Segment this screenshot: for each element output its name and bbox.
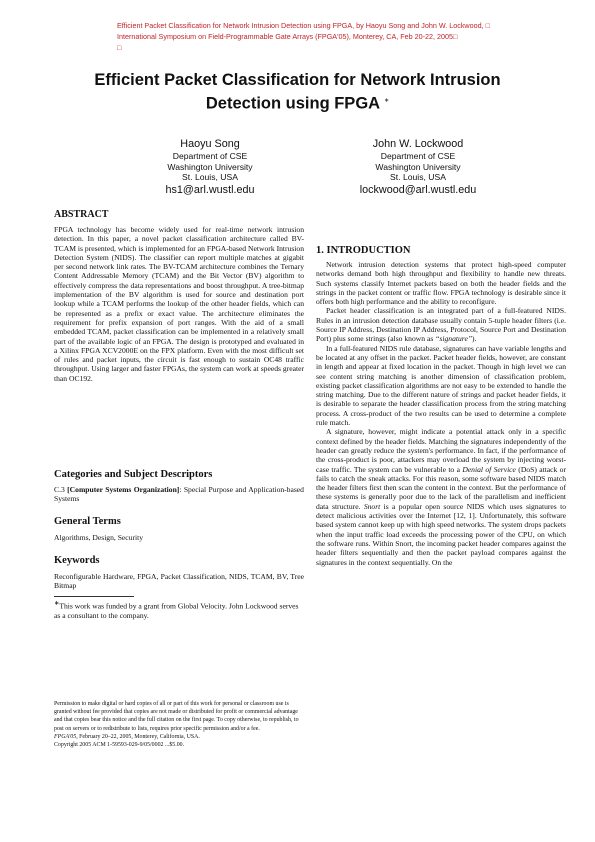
intro-snort-term: Snort	[363, 501, 381, 511]
intro-body	[316, 260, 566, 567]
author-univ: Washington University	[167, 161, 253, 172]
paper-title	[40, 70, 555, 115]
abstract-text: FPGA technology has become widely used for real-time network intrusion detection. In this paper, a novel packet classification architecture called BV-TCAM is presented, which is implemented for an FPGA-based Network Intrusion Detection System (NIDS). The classifier can report multiple matches at gigabit per second network link rates. The BV-TCAM architecture combines the Ternary Content Addressable Memory (TCAM) and the Bit Vector (BV) algorithm to effectively compress the data representations and boost throughput. A tree-bitmap implementation of the BV algorithm is used for source and destination port lookup while a TCAM performs the lookup of the other header fields, which can be represented as a prefix or exact value. The architecture eliminates the requirement for prefix expansion of port ranges. With the aid of a small embedded TCAM, packet classification can be implemented in a relatively small part of the available logic of an FPGA. The design is prototyped and evaluated in a Xilinx FPGA XCV2000E on the FPX platform. Even with the most difficult set of rules and packet inputs, the circuit is fast enough to sustain OC48 traffic throughput. Using larger and faster FPGAs, the system can work at speeds greater than OC192.	[54, 225, 304, 383]
abstract-body	[54, 225, 304, 383]
permission-block	[54, 700, 304, 749]
keywords-text: Reconfigurable Hardware, FPGA, Packet Classification, NIDS, TCAM, BV, Tree Bitmap	[54, 572, 304, 591]
author-name: John W. Lockwood	[372, 138, 464, 150]
footnote-mark: ∗	[54, 600, 60, 607]
author-dept: Department of CSE	[380, 151, 456, 161]
author-dept: Department of CSE	[172, 151, 248, 161]
categories-bold: [Computer Systems Organization]	[67, 485, 180, 494]
intro-paragraph-2: Packet header classification is an integrated part of a full-featured NIDS. Rules in an intrusion detection database usually contain 5-tuple header filters (i.e. Source IP Address, Destination IP Address, Protocol, Source Port and Destination Port) plus some strings (also known as “signature”).	[316, 306, 566, 344]
author-block-2	[308, 138, 528, 198]
intro-dos-term: Denial of Service	[462, 464, 516, 474]
general-terms-body	[54, 533, 304, 542]
categories-code: C.3	[54, 485, 68, 494]
funding-footnote	[54, 599, 304, 620]
title-line-2: Detection using FPGA	[205, 94, 380, 113]
abstract-heading: ABSTRACT	[54, 209, 109, 220]
author-city: St. Louis, USA	[182, 172, 238, 182]
categories-heading: Categories and Subject Descriptors	[54, 469, 213, 480]
permission-text: Permission to make digital or hard copies of all or part of this work for personal or classroom use is granted without fee provided that copies are not made or distributed for profit or commercial advantage and that copies bear this notice and the full citation on the first page. To copy otherwise, to republish, to post on servers or to redistribute to lists, requires prior specific permission and/or a fee.	[54, 701, 299, 732]
citation-line-3: □	[117, 43, 122, 52]
keywords-heading: Keywords	[54, 555, 100, 566]
author-name: Haoyu Song	[180, 138, 240, 150]
author-email: hs1@arl.wustl.edu	[165, 183, 255, 196]
author-city: St. Louis, USA	[390, 172, 446, 182]
citation-line-2: International Symposium on Field-Programmable Gate Arrays (FPGA'05), Monterey, CA, Feb 20-22, 2005□	[117, 32, 458, 41]
general-terms-heading: General Terms	[54, 516, 121, 527]
citation-header	[117, 20, 517, 53]
categories-rest: : Special Purpose and Application-based Systems	[54, 485, 304, 504]
author-email: lockwood@arl.wustl.edu	[359, 183, 477, 196]
author-univ: Washington University	[375, 161, 461, 172]
footnote-rule	[54, 596, 134, 597]
author-block-1	[100, 138, 320, 198]
copyright-line: Copyright 2005 ACM 1-59593-029-9/05/0002 ...$5.00.	[54, 742, 185, 749]
intro-paragraph-1: Network intrusion detection systems that protect high-speed computer networks demand both high throughput and flexibility to handle new threats. Such systems classify Internet packets based on both the header fields and the strings in the packet content or traffic flow. FPGA technology is desirable since it offers both high performance and the ability to reconfigure.	[316, 260, 566, 307]
intro-paragraph-3: In a full-featured NIDS rule database, signatures can have variable lengths and be located at any offset in the packet. Packet header fields, however, are constant in length and appear at fixed location in the packet. Though in high level we can see content string matching is another dimension of classification problem, existing packet classification algorithms are not easy to be extended to handle the string matching. Due to the different nature of strings and packet header fields, it is desirable to separate the header classification process from the string matching process. A cross-product of the two results can be used to determine a complete rule match.	[316, 343, 566, 428]
general-terms-text: Algorithms, Design, Security	[54, 533, 144, 542]
title-line-1: Efficient Packet Classification for Network Intrusion	[94, 71, 501, 89]
keywords-body	[54, 572, 304, 591]
footnote-text: This work was funded by a grant from Global Velocity. John Lockwood serves as a consultant to the company.	[54, 601, 299, 620]
intro-paragraph-4: A signature, however, might indicate a potential attack only in a specific context defined by the header fields. Matching the signatures independently of the header can greatly reduce the system's performance. In fact, if the performance of the cross-product is poor, attackers may overload the system by injecting worst-case traffic. The system can be vulnerable to a Denial of Service (DoS) attack or fails to catch the sneak attacks. For this reason, some software based NIDS match the header filters first then scan the content in the context. But the performance of these systems is generally poor due to the lack of the parallelism and inefficient data structure. Snort is a popular open source NIDS which uses signatures to detect malicious activities over the Internet [12, 1]. Unfortunately, this software based system cannot keep up with high speed networks. The system drops packets when the input traffic load exceeds the processing power of the CPU, on which the software runs. Within Snort, the incoming packet header compares against the header filters sequentially and then the packet payload compares against the signatures in the context sequentially. On the	[316, 427, 566, 567]
citation-line-1: Efficient Packet Classification for Network Intrusion Detection using FPGA, by Haoyu Song and John W. Lockwood, □	[117, 21, 490, 30]
intro-signature-term: “signature”	[435, 334, 473, 344]
intro-heading: 1. INTRODUCTION	[316, 245, 411, 256]
venue-details: February 20–22, 2005, Monterey, California, USA.	[77, 733, 200, 740]
title-footnote-mark: ∗	[384, 98, 390, 104]
categories-body	[54, 485, 304, 504]
venue-name: FPGA'05,	[54, 733, 78, 740]
